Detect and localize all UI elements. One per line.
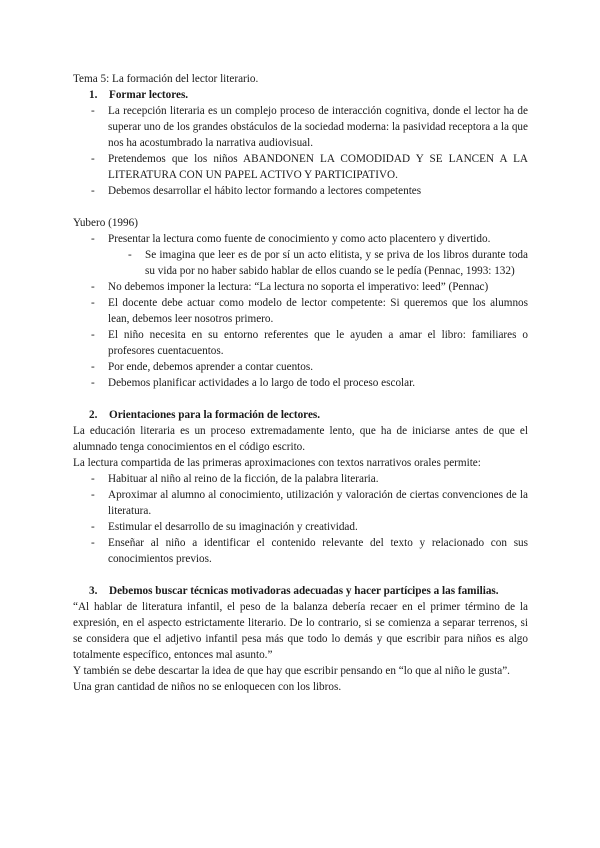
- yubero-list: [73, 231, 528, 391]
- list-item: - Por ende, debemos aprender a contar cuentos.: [73, 359, 528, 375]
- list-item: - Debemos planificar actividades a lo largo de todo el proceso escolar.: [73, 375, 528, 391]
- topic-title: Tema 5: La formación del lector literario.: [73, 73, 259, 85]
- list-item: - El niño necesita en su entorno referentes que le ayuden a amar el libro: familiares o profesores cuentacuentos.: [73, 327, 528, 359]
- list-item: - El docente debe actuar como modelo de lector competente: Si queremos que los alumnos lean, debemos leer nosotros primero.: [73, 295, 528, 327]
- section-3-title: Debemos buscar técnicas motivadoras adecuadas y hacer partícipes a las familias.: [109, 585, 499, 597]
- list-item: - Habituar al niño al reino de la ficción, de la palabra literaria.: [73, 471, 528, 487]
- list-item: - Aproximar al alumno al conocimiento, utilización y valoración de ciertas convenciones de la literatura.: [73, 487, 528, 519]
- list-item: - La recepción literaria es un complejo proceso de interacción cognitiva, donde el lector ha de superar uno de los grandes obstáculos de la sociedad moderna: la pasividad receptora a la que nos ha acostumbrado la narrativa audiovisual.: [73, 103, 528, 151]
- list-item-text: Presentar la lectura como fuente de conocimiento y como acto placentero y divertido.: [108, 233, 491, 245]
- list-item: - No debemos imponer la lectura: “La lectura no soporta el imperativo: leed” (Pennac): [73, 279, 528, 295]
- document-page: [73, 71, 528, 695]
- section-2-paragraph: La educación literaria es un proceso extremadamente lento, que ha de iniciarse antes de que el alumnado tenga conocimientos en el código escrito.: [73, 425, 528, 453]
- section-2-number: 2.: [89, 409, 98, 421]
- list-item: - Debemos desarrollar el hábito lector formando a lectores competentes: [73, 183, 528, 199]
- section-1-heading: [89, 87, 528, 103]
- section-2-paragraph: La lectura compartida de las primeras aproximaciones con textos narrativos orales permite:: [73, 457, 481, 469]
- section-1-list: [73, 103, 528, 199]
- section-2-list: [73, 471, 528, 567]
- sub-list-item: - Se imagina que leer es de por sí un acto elitista, y se priva de los libros durante toda su vida por no haber sabido hablar de ellos cuando se le pedía (Pennac, 1993: 132): [73, 247, 528, 279]
- list-item: - Pretendemos que los niños ABANDONEN LA COMODIDAD Y SE LANCEN A LA LITERATURA CON UN PAPEL ACTIVO Y PARTICIPATIVO.: [73, 151, 528, 183]
- list-item: [73, 231, 528, 279]
- section-2-heading: [89, 407, 528, 423]
- list-item: - Estimular el desarrollo de su imaginación y creatividad.: [73, 519, 528, 535]
- section-3-quote: “Al hablar de literatura infantil, el peso de la balanza debería recaer en el primer término de la expresión, en el aspecto estrictamente literario. De lo contrario, si se comienza a separar terrenos, si se considera que el adjetivo infantil pesa más que todo lo demás y que escribir para niños es algo totalmente específico, entonces mal asunto.”: [73, 601, 528, 661]
- sub-list: [73, 247, 528, 279]
- section-2-title: Orientaciones para la formación de lectores.: [109, 409, 321, 421]
- section-3-paragraph: Una gran cantidad de niños no se enloquecen con los libros.: [73, 681, 342, 693]
- section-3-paragraph: Y también se debe descartar la idea de que hay que escribir pensando en “lo que al niño le gusta”.: [73, 665, 510, 677]
- section-3-number: 3.: [89, 585, 98, 597]
- section-1-title: Formar lectores.: [109, 89, 189, 101]
- section-1-number: 1.: [89, 89, 98, 101]
- list-item: - Enseñar al niño a identificar el contenido relevante del texto y relacionado con sus conocimientos previos.: [73, 535, 528, 567]
- yubero-title: Yubero (1996): [73, 217, 138, 229]
- section-3-heading: [89, 583, 528, 599]
